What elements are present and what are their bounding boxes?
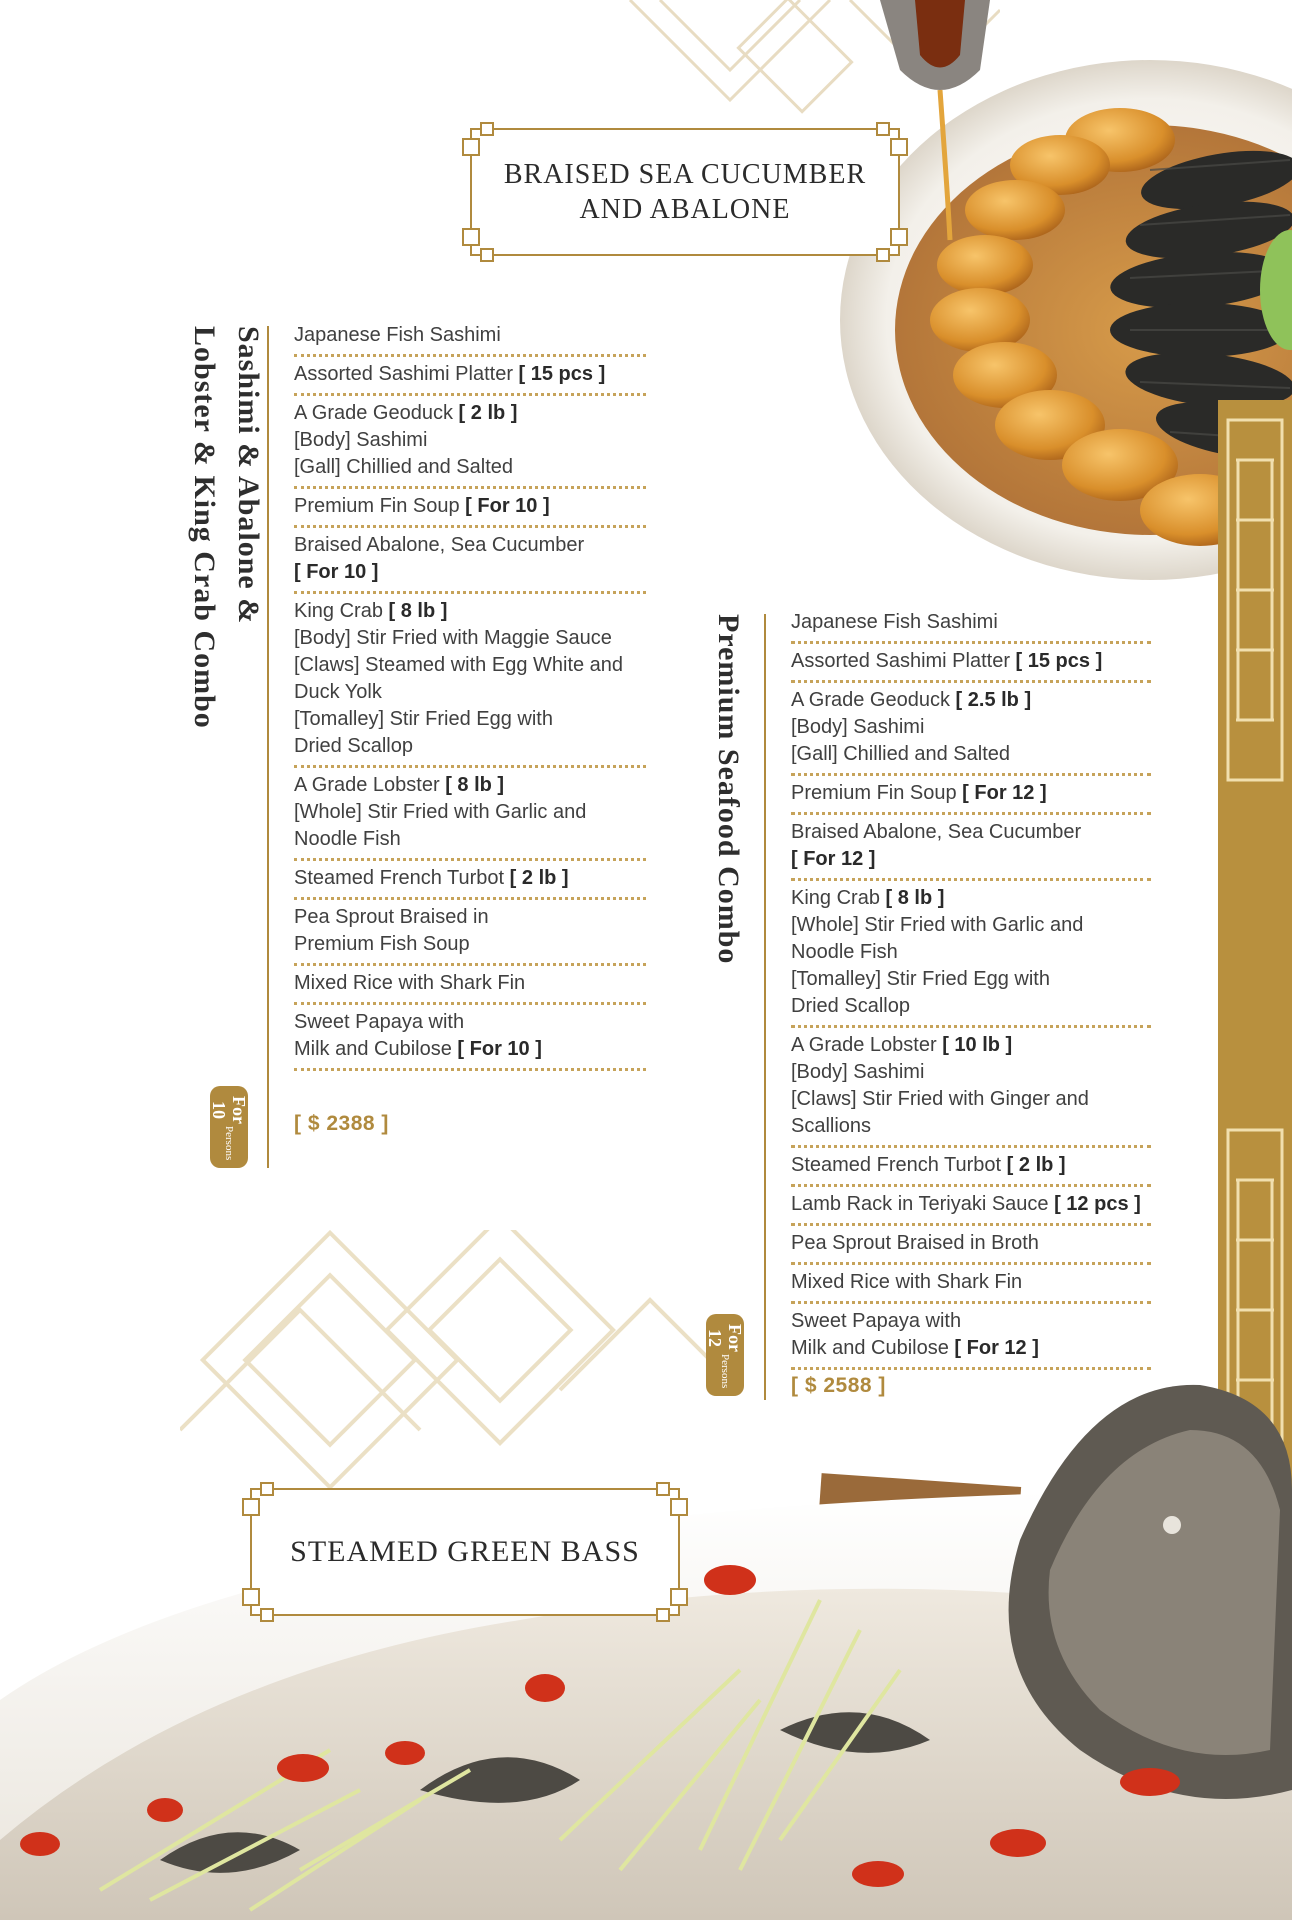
menu-item xyxy=(294,594,646,768)
menu-item-line xyxy=(294,1009,646,1036)
dish-text: King Crab xyxy=(791,887,886,909)
dish-quantity: [ For 12 ] xyxy=(954,1337,1039,1359)
dish-text: Pea Sprout Braised in xyxy=(294,906,489,928)
dish-quantity: [ For 10 ] xyxy=(294,561,379,583)
dish-quantity: [ For 12 ] xyxy=(962,782,1047,804)
dish-quantity: [ For 10 ] xyxy=(465,495,550,517)
dish-quantity: [ 8 lb ] xyxy=(445,774,505,796)
menu-item-line xyxy=(294,931,646,958)
braised-abalone-photo xyxy=(790,0,1292,590)
dish-text: Milk and Cubilose xyxy=(791,1337,955,1359)
dish-text: A Grade Lobster xyxy=(294,774,446,796)
dish-quantity: [ 12 pcs ] xyxy=(1054,1193,1141,1215)
menu-item-line xyxy=(294,598,646,625)
dish-text: Noodle Fish xyxy=(294,828,401,850)
menu-item-line xyxy=(791,912,1151,939)
menu-item xyxy=(791,605,1151,644)
dish-text: Premium Fish Soup xyxy=(294,933,470,955)
menu-item-line xyxy=(294,532,646,559)
dish-text: Premium Fin Soup xyxy=(791,782,963,804)
menu-item-line xyxy=(294,625,646,652)
menu-item-line xyxy=(791,939,1151,966)
plaque-corner-ornament xyxy=(242,1498,260,1516)
menu-item-line xyxy=(294,652,646,679)
dish-text: Dried Scallop xyxy=(294,735,413,757)
dish-text: Sweet Papaya with xyxy=(294,1011,465,1033)
combo-2-persons-badge xyxy=(706,1314,744,1396)
menu-item-line xyxy=(791,609,1151,636)
menu-item xyxy=(294,318,646,357)
steamed-green-bass-photo xyxy=(0,1370,1292,1920)
menu-item-line xyxy=(791,687,1151,714)
dish-text: Assorted Sashimi Platter xyxy=(791,650,1016,672)
menu-item-line xyxy=(294,1036,646,1063)
plaque-corner-ornament xyxy=(890,138,908,156)
menu-item-line xyxy=(791,819,1151,846)
dish-quantity: [ 2 lb ] xyxy=(1006,1154,1066,1176)
plaque-corner-ornament xyxy=(670,1588,688,1606)
dish-text: [Body] Stir Fried with Maggie Sauce xyxy=(294,627,612,649)
menu-item-line xyxy=(294,322,646,349)
dish-quantity: [ 2 lb ] xyxy=(509,867,569,889)
combo-1-persons-word: Persons xyxy=(223,1125,235,1160)
dish-text: [Whole] Stir Fried with Garlic and xyxy=(791,914,1084,936)
menu-item xyxy=(294,768,646,861)
dish-text: Assorted Sashimi Platter xyxy=(294,363,519,385)
menu-item-line xyxy=(791,1269,1151,1296)
menu-item xyxy=(294,900,646,966)
menu-item-line xyxy=(294,361,646,388)
menu-item-line xyxy=(791,780,1151,807)
menu-item-line xyxy=(294,559,646,586)
plaque-corner-ornament xyxy=(670,1498,688,1516)
menu-item-line xyxy=(791,1230,1151,1257)
plaque-corner-ornament xyxy=(462,138,480,156)
dish-text: A Grade Geoduck xyxy=(791,689,956,711)
combo-1-price: [ $ 2388 ] xyxy=(294,1112,389,1135)
menu-item xyxy=(791,1265,1151,1304)
dish-quantity: [ 15 pcs ] xyxy=(518,363,606,385)
plaque-corner-ornament xyxy=(462,228,480,246)
dish-quantity: [ 8 lb ] xyxy=(885,887,945,909)
menu-item xyxy=(294,357,646,396)
menu-item xyxy=(791,644,1151,683)
menu-item-line xyxy=(791,1335,1151,1362)
dish-text: [Whole] Stir Fried with Garlic and xyxy=(294,801,587,823)
dish-text: [Tomalley] Stir Fried Egg with xyxy=(791,968,1050,990)
combo-1-title-line-2: Lobster & King Crab Combo xyxy=(188,326,221,729)
plaque-corner-ornament xyxy=(480,248,494,262)
combo-1-persons-count: For 10 xyxy=(209,1095,249,1124)
dish-text: King Crab xyxy=(294,600,389,622)
menu-item-line xyxy=(294,904,646,931)
dish-text: Steamed French Turbot xyxy=(294,867,510,889)
plaque-corner-ornament xyxy=(242,1588,260,1606)
menu-item-line xyxy=(294,733,646,760)
braised-title-line-1: BRAISED SEA CUCUMBER xyxy=(503,159,867,190)
dish-quantity: [ 10 lb ] xyxy=(942,1034,1013,1056)
menu-item xyxy=(294,528,646,594)
menu-item xyxy=(791,1148,1151,1187)
menu-item-line xyxy=(294,865,646,892)
steamed-title: STEAMED GREEN BASS xyxy=(290,1535,640,1568)
braised-title xyxy=(504,157,866,227)
combo-1-title xyxy=(182,326,270,786)
menu-item xyxy=(791,1187,1151,1226)
menu-item-line xyxy=(294,970,646,997)
dish-text: [Gall] Chillied and Salted xyxy=(791,743,1011,765)
menu-item-line xyxy=(791,846,1151,873)
menu-item-line xyxy=(294,772,646,799)
combo-1-title-line-1: Sashimi & Abalone & xyxy=(232,326,265,625)
plaque-corner-ornament xyxy=(480,122,494,136)
band-ornament xyxy=(1218,400,1292,1520)
dish-text: Mixed Rice with Shark Fin xyxy=(294,972,526,994)
dish-quantity: [ 15 pcs ] xyxy=(1015,650,1103,672)
menu-item xyxy=(294,861,646,900)
combo-2-persons-word: Persons xyxy=(719,1353,731,1388)
menu-item xyxy=(791,881,1151,1028)
menu-item-line xyxy=(791,993,1151,1020)
dish-text: Duck Yolk xyxy=(294,681,382,703)
combo-1-menu-list xyxy=(294,318,646,1071)
menu-item-line xyxy=(791,714,1151,741)
dish-text: [Tomalley] Stir Fried Egg with xyxy=(294,708,553,730)
dish-text: [Gall] Chillied and Salted xyxy=(294,456,514,478)
braised-title-plaque xyxy=(470,128,900,256)
dish-text: Japanese Fish Sashimi xyxy=(791,611,998,633)
menu-item-line xyxy=(294,427,646,454)
menu-item xyxy=(294,396,646,489)
menu-item xyxy=(791,1304,1151,1370)
menu-item-line xyxy=(791,1152,1151,1179)
menu-item xyxy=(294,966,646,1005)
dish-text: Noodle Fish xyxy=(791,941,898,963)
menu-item xyxy=(294,1005,646,1071)
menu-item xyxy=(791,683,1151,776)
plaque-corner-ornament xyxy=(260,1608,274,1622)
plaque-corner-ornament xyxy=(656,1482,670,1496)
dish-quantity: [ For 10 ] xyxy=(457,1038,542,1060)
menu-item-line xyxy=(791,1059,1151,1086)
plaque-corner-ornament xyxy=(890,228,908,246)
braised-title-line-2: AND ABALONE xyxy=(579,194,791,225)
dish-text: [Body] Sashimi xyxy=(294,429,428,451)
dish-text: Japanese Fish Sashimi xyxy=(294,324,501,346)
menu-item-line xyxy=(791,741,1151,768)
dish-text: Braised Abalone, Sea Cucumber xyxy=(791,821,1082,843)
menu-item-line xyxy=(791,1032,1151,1059)
menu-item xyxy=(294,489,646,528)
dish-text: [Body] Sashimi xyxy=(791,716,925,738)
combo-2-persons-count: For 12 xyxy=(705,1323,745,1352)
menu-item-line xyxy=(294,454,646,481)
dish-text: [Body] Sashimi xyxy=(791,1061,925,1083)
combo-1-persons-badge xyxy=(210,1086,248,1168)
menu-item-line xyxy=(791,1191,1151,1218)
dish-text: Braised Abalone, Sea Cucumber xyxy=(294,534,585,556)
dish-text: A Grade Lobster xyxy=(791,1034,943,1056)
dish-quantity: [ 2.5 lb ] xyxy=(955,689,1032,711)
menu-item-line xyxy=(294,706,646,733)
menu-item-line xyxy=(791,648,1151,675)
menu-item-line xyxy=(791,1308,1151,1335)
dish-text: [Claws] Steamed with Egg White and xyxy=(294,654,624,676)
menu-item-line xyxy=(791,1086,1151,1140)
combo-2-divider xyxy=(764,614,766,1400)
dish-text: Pea Sprout Braised in Broth xyxy=(791,1232,1039,1254)
menu-item-line xyxy=(294,826,646,853)
combo-2-title-line-1: Premium Seafood Combo xyxy=(712,614,745,965)
plaque-corner-ornament xyxy=(876,122,890,136)
dish-text: Premium Fin Soup xyxy=(294,495,466,517)
dish-text: [Claws] Stir Fried with Ginger and Scallions xyxy=(791,1088,1089,1137)
combo-2-menu-list xyxy=(791,605,1151,1370)
dish-quantity: [ 8 lb ] xyxy=(388,600,448,622)
dish-text: A Grade Geoduck xyxy=(294,402,459,424)
combo-2-price: [ $ 2588 ] xyxy=(791,1374,886,1397)
menu-item-line xyxy=(294,400,646,427)
dish-text: Milk and Cubilose xyxy=(294,1038,458,1060)
menu-item-line xyxy=(294,799,646,826)
plaque-corner-ornament xyxy=(876,248,890,262)
menu-item-line xyxy=(294,493,646,520)
dish-text: Dried Scallop xyxy=(791,995,910,1017)
combo-1-divider xyxy=(267,326,269,1168)
plaque-corner-ornament xyxy=(260,1482,274,1496)
menu-item-line xyxy=(294,679,646,706)
plaque-corner-ornament xyxy=(656,1608,670,1622)
menu-item xyxy=(791,1226,1151,1265)
dish-quantity: [ For 12 ] xyxy=(791,848,876,870)
menu-item xyxy=(791,815,1151,881)
dish-text: Sweet Papaya with xyxy=(791,1310,962,1332)
dish-quantity: [ 2 lb ] xyxy=(458,402,518,424)
menu-item-line xyxy=(791,885,1151,912)
steamed-title-plaque xyxy=(250,1488,680,1616)
dish-text: Mixed Rice with Shark Fin xyxy=(791,1271,1023,1293)
dish-text: Lamb Rack in Teriyaki Sauce xyxy=(791,1193,1055,1215)
dish-text: Steamed French Turbot xyxy=(791,1154,1007,1176)
menu-item xyxy=(791,1028,1151,1148)
menu-item xyxy=(791,776,1151,815)
menu-item-line xyxy=(791,966,1151,993)
combo-2-title xyxy=(706,614,750,1014)
